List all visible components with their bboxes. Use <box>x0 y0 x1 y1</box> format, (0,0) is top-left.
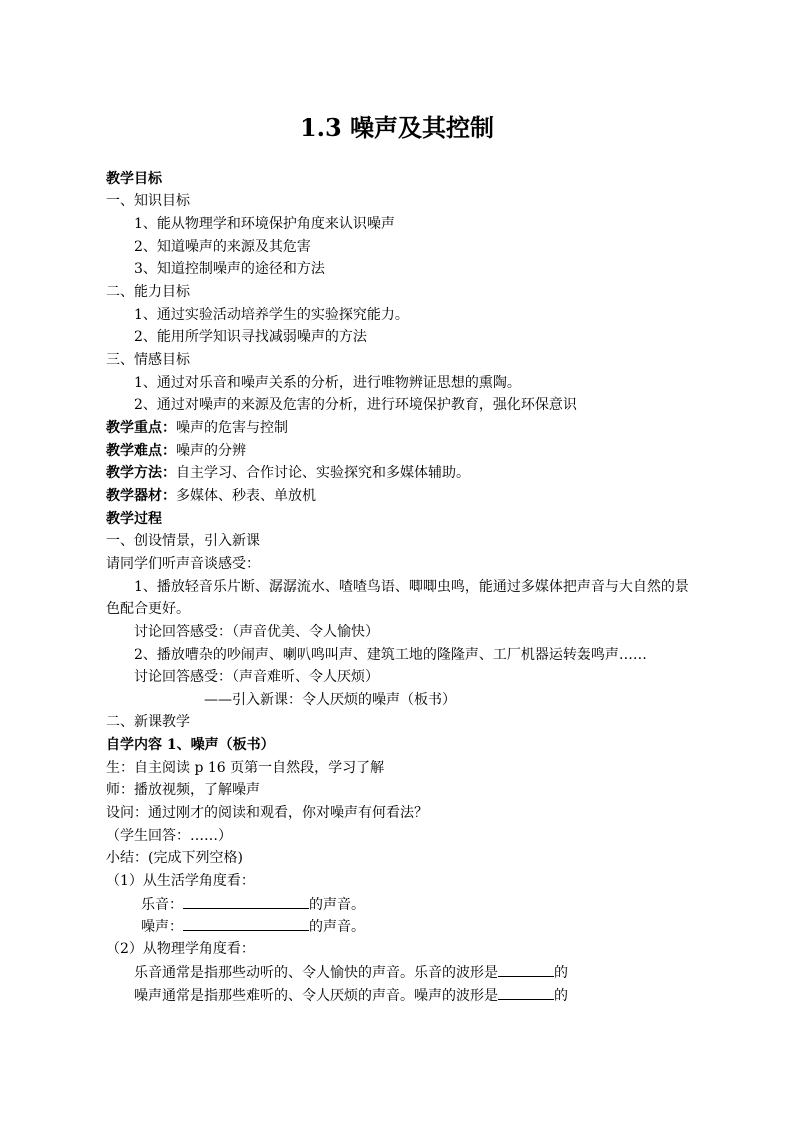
method-row <box>106 463 470 483</box>
music-suffix: 的声音。 <box>309 897 365 913</box>
equipment-value: 多媒体、秒表、单放机 <box>176 488 316 504</box>
ability-item: 2、能用所学知识寻找减弱噪声的方法 <box>134 329 367 345</box>
noise-wave-suffix: 的 <box>554 988 568 1004</box>
emotion-heading: 三、情感目标 <box>106 352 190 368</box>
process-heading: 教学过程 <box>106 511 162 527</box>
section1-item2: 2、播放嘈杂的吵闹声、喇叭鸣叫声、建筑工地的隆隆声、工厂机器运转轰鸣声…… <box>134 647 647 663</box>
emotion-item: 2、通过对噪声的来源及危害的分析，进行环境保护教育，强化环保意识 <box>134 397 577 413</box>
knowledge-item: 1、能从物理学和环境保护角度来认识噪声 <box>134 216 395 232</box>
ability-item: 1、通过实验活动培养学生的实验探究能力。 <box>134 307 409 323</box>
equipment-label: 教学器材： <box>106 488 176 504</box>
music-physics-text: 乐音通常是指那些动听的、令人愉快的声音。乐音的波形是 <box>134 965 498 981</box>
summary-line: 小结：(完成下列空格) <box>106 850 243 866</box>
knowledge-item: 2、知道噪声的来源及其危害 <box>134 239 311 255</box>
emotion-item: 1、通过对乐音和噪声关系的分析，进行唯物辨证思想的熏陶。 <box>134 375 521 391</box>
section1-item1-line1: 1、播放轻音乐片断、潺潺流水、喳喳鸟语、唧唧虫鸣，能通过多媒体把声音与大自然的景 <box>134 579 689 595</box>
key-points-label: 教学重点： <box>106 420 176 436</box>
noise-blank[interactable] <box>183 916 309 931</box>
music-wave-suffix: 的 <box>554 965 568 981</box>
difficulty-row <box>106 441 246 461</box>
answer-line: （学生回答：……） <box>106 828 232 844</box>
section2-heading: 二、新课教学 <box>106 714 190 730</box>
section1-discuss1: 讨论回答感受：（声音优美、令人愉快） <box>134 624 379 640</box>
key-points-value: 噪声的危害与控制 <box>176 420 288 436</box>
objectives-heading: 教学目标 <box>106 171 162 187</box>
knowledge-heading: 一、知识目标 <box>106 193 190 209</box>
noise-physics-line <box>134 985 568 1006</box>
ability-heading: 二、能力目标 <box>106 284 190 300</box>
music-label: 乐音： <box>141 897 183 913</box>
noise-suffix: 的声音。 <box>309 919 365 935</box>
physics-view-line: （2）从物理学角度看： <box>106 941 255 957</box>
equipment-row <box>106 486 316 506</box>
section1-lead-in: ——引入新课：令人厌烦的噪声（板书） <box>204 692 456 708</box>
difficulty-label: 教学难点： <box>106 443 176 459</box>
difficulty-value: 噪声的分辨 <box>176 443 246 459</box>
section1-discuss2: 讨论回答感受：（声音难听、令人厌烦） <box>134 669 379 685</box>
section1-item1-line2: 色配合更好。 <box>106 601 190 617</box>
life-view-line: （1）从生活学角度看： <box>106 873 255 889</box>
noise-physics-text: 噪声通常是指那些难听的、令人厌烦的声音。噪声的波形是 <box>134 988 498 1004</box>
music-fill-line <box>141 894 365 915</box>
page-title: 1.3 噪声及其控制 <box>299 113 495 142</box>
key-points-row <box>106 418 288 438</box>
content-title: 自学内容 1、噪声（板书） <box>106 737 275 753</box>
question-line: 设问：通过刚才的阅读和观看，你对噪声有何看法？ <box>106 805 428 821</box>
method-value: 自主学习、合作讨论、实验探究和多媒体辅助。 <box>176 465 470 481</box>
student-line: 生：自主阅读 p 16 页第一自然段，学习了解 <box>106 760 385 776</box>
knowledge-item: 3、知道控制噪声的途径和方法 <box>134 261 325 277</box>
teacher-line: 师：播放视频，了解噪声 <box>106 782 260 798</box>
noise-wave-blank[interactable] <box>498 985 554 1000</box>
section1-heading: 一、创设情景，引入新课 <box>106 533 260 549</box>
music-physics-line <box>134 962 568 983</box>
music-blank[interactable] <box>183 894 309 909</box>
section1-intro: 请同学们听声音谈感受： <box>106 556 260 572</box>
method-label: 教学方法： <box>106 465 176 481</box>
music-wave-blank[interactable] <box>498 962 554 977</box>
noise-label: 噪声： <box>141 919 183 935</box>
noise-fill-line <box>141 916 365 937</box>
